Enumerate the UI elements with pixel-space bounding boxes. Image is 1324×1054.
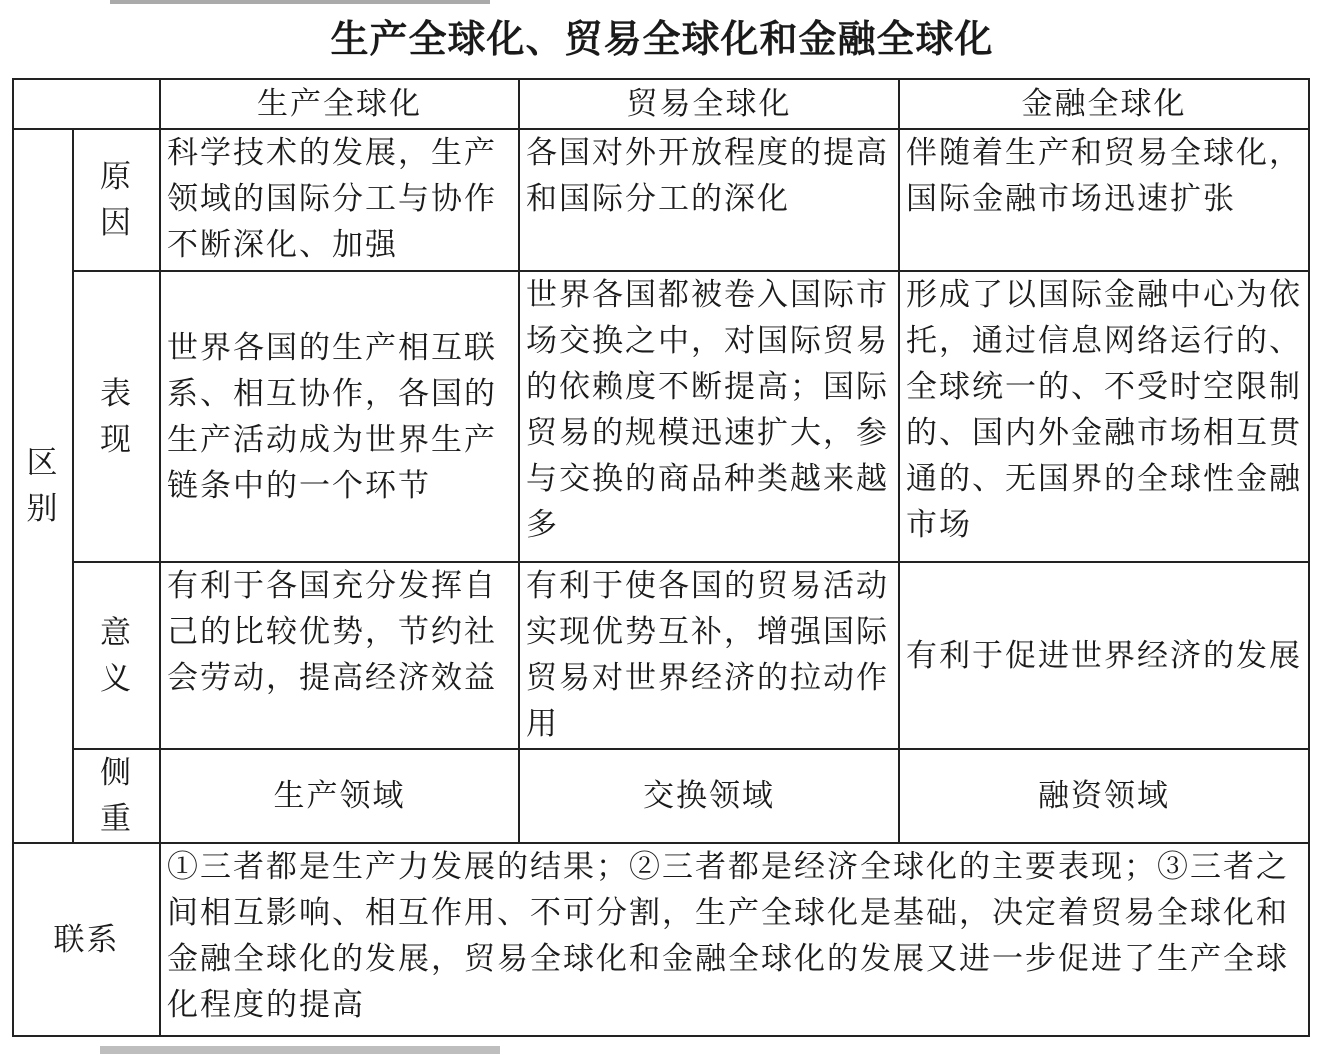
row-label-focus: 侧重 xyxy=(73,749,160,843)
cell-significance-finance: 有利于促进世界经济的发展 xyxy=(899,562,1309,749)
cropped-next-text xyxy=(100,1046,500,1054)
row-manifestation xyxy=(13,271,1309,562)
cell-cause-production: 科学技术的发展，生产领域的国际分工与协作不断深化、加强 xyxy=(160,129,519,271)
cell-manifestation-trade: 世界各国都被卷入国际市场交换之中，对国际贸易的依赖度不断提高；国际贸易的规模迅速扩大，参与交换的商品种类越来越多 xyxy=(519,271,899,562)
group-label-difference: 区别 xyxy=(13,129,73,843)
cell-significance-trade: 有利于使各国的贸易活动实现优势互补，增强国际贸易对世界经济的拉动作用 xyxy=(519,562,899,749)
row-label-cause: 原因 xyxy=(73,129,160,271)
header-row xyxy=(13,79,1309,129)
cell-manifestation-finance: 形成了以国际金融中心为依托，通过信息网络运行的、全球统一的、不受时空限制的、国内外金融市场相互贯通的、无国界的全球性金融市场 xyxy=(899,271,1309,562)
row-label-connection: 联系 xyxy=(13,843,160,1036)
cell-connection-text: ①三者都是生产力发展的结果；②三者都是经济全球化的主要表现；③三者之间相互影响、相互作用、不可分割，生产全球化是基础，决定着贸易全球化和金融全球化的发展，贸易全球化和金融全球化的发展又进一步促进了生产全球化程度的提高 xyxy=(160,843,1309,1036)
page-title: 生产全球化、贸易全球化和金融全球化 xyxy=(330,17,994,61)
cell-focus-trade: 交换领域 xyxy=(519,749,899,843)
header-finance: 金融全球化 xyxy=(899,79,1309,129)
row-label-significance: 意义 xyxy=(73,562,160,749)
header-trade: 贸易全球化 xyxy=(519,79,899,129)
cell-manifestation-production: 世界各国的生产相互联系、相互协作，各国的生产活动成为世界生产链条中的一个环节 xyxy=(160,271,519,562)
cell-focus-production: 生产领域 xyxy=(160,749,519,843)
cell-cause-finance: 伴随着生产和贸易全球化，国际金融市场迅速扩张 xyxy=(899,129,1309,271)
row-focus xyxy=(13,749,1309,843)
header-corner xyxy=(13,79,160,129)
row-cause xyxy=(13,129,1309,271)
comparison-table xyxy=(12,78,1310,1037)
cell-significance-production: 有利于各国充分发挥自己的比较优势，节约社会劳动，提高经济效益 xyxy=(160,562,519,749)
row-significance xyxy=(13,562,1309,749)
cell-cause-trade: 各国对外开放程度的提高和国际分工的深化 xyxy=(519,129,899,271)
header-production: 生产全球化 xyxy=(160,79,519,129)
cell-focus-finance: 融资领域 xyxy=(899,749,1309,843)
row-label-manifestation: 表现 xyxy=(73,271,160,562)
row-connection xyxy=(13,843,1309,1036)
cropped-previous-text xyxy=(110,0,490,4)
